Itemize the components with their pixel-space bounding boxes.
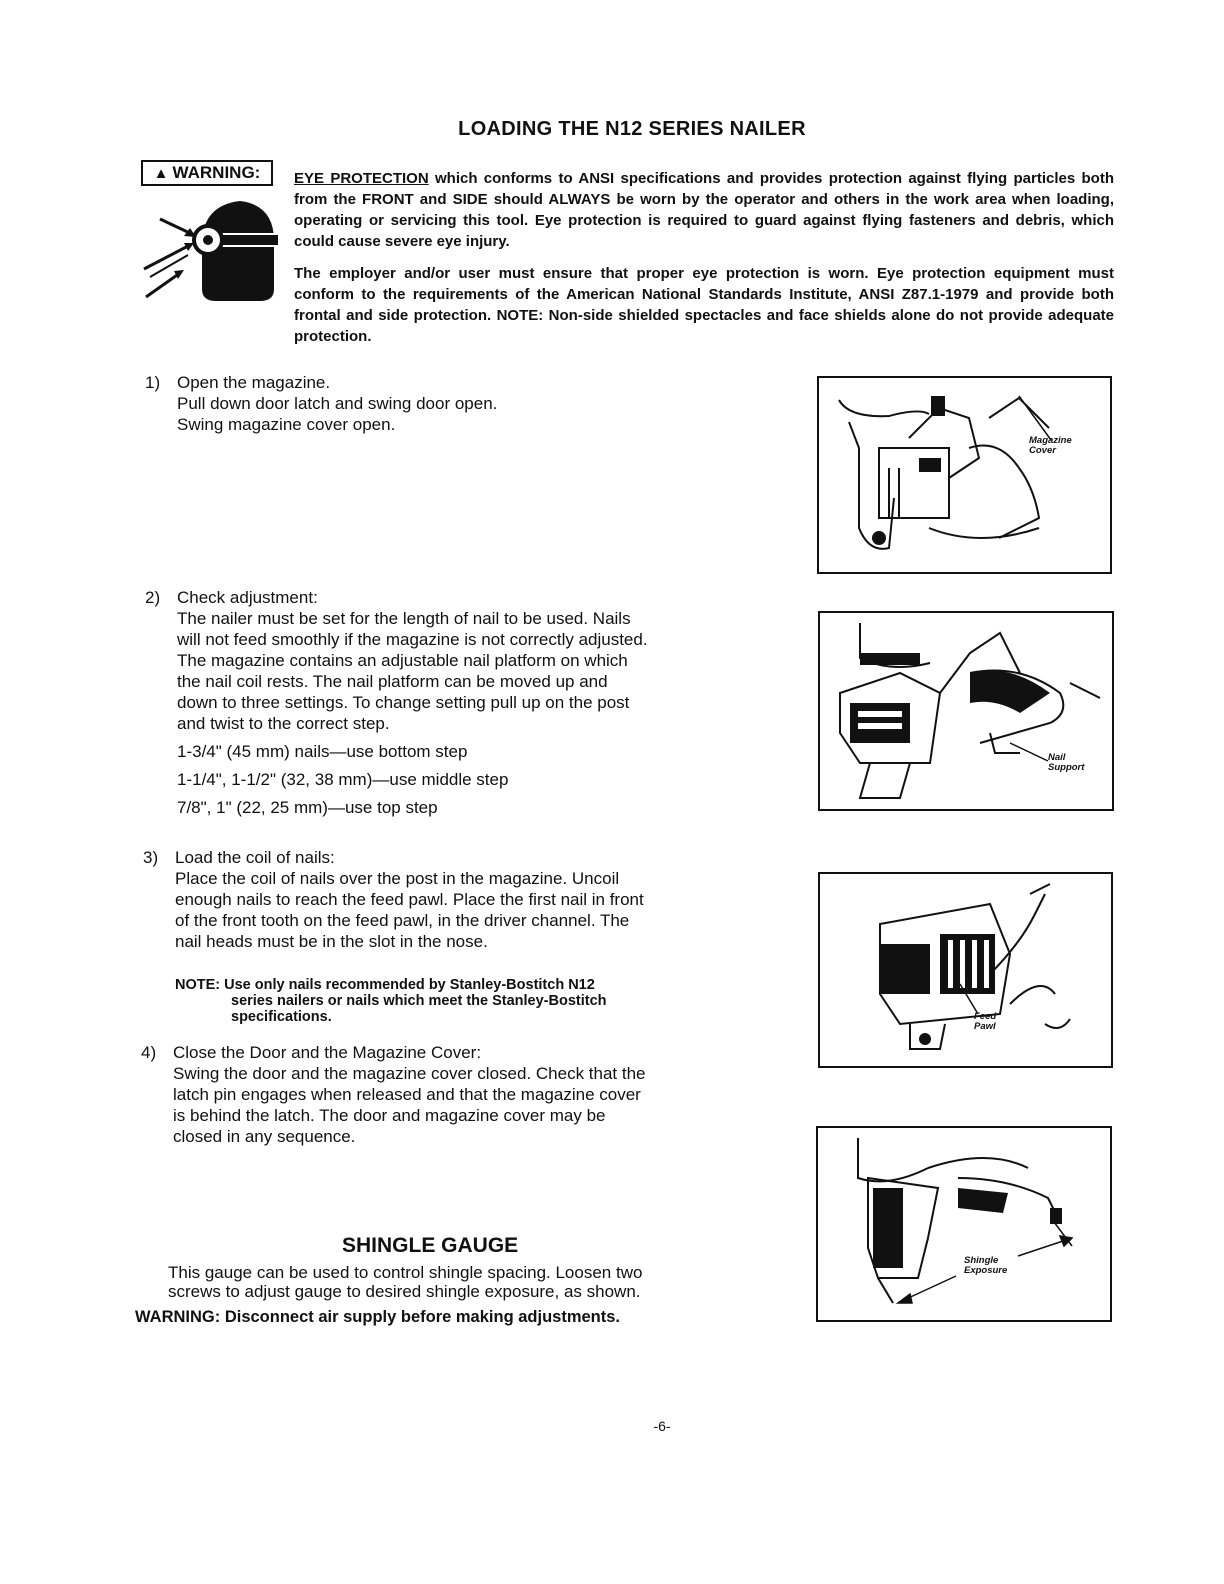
warning-paragraph-2: The employer and/or user must ensure that proper eye protection is worn. Eye protection equipment must conform to the requirements of the American National Standards Institute, ANSI Z87.1-1979 and provide both frontal and side protection. NOTE: Non-side shielded spectacles and face shields alone do not provide adequate protection.	[294, 265, 1114, 345]
page-title: LOADING THE N12 SERIES NAILER	[458, 118, 806, 140]
warning-badge-label: WARNING:	[172, 163, 261, 182]
step-3	[143, 847, 783, 957]
step-line: is behind the latch. The door and magazine cover may be	[173, 1106, 606, 1125]
nail-note	[175, 977, 715, 1025]
callout-label: Nail	[1048, 752, 1066, 763]
step-line: Swing the door and the magazine cover closed. Check that the	[173, 1064, 646, 1083]
shingle-gauge-title: SHINGLE GAUGE	[342, 1234, 519, 1257]
nailer-illustration	[818, 1128, 1110, 1320]
step-line: will not feed smoothly if the magazine is not correctly adjusted.	[177, 630, 648, 649]
step-line: nail heads must be in the slot in the nose.	[175, 932, 488, 951]
step-line: the nail coil rests. The nail platform can be moved up and	[177, 672, 608, 691]
step-line: Swing magazine cover open.	[177, 415, 396, 434]
warning-triangle-icon: ▲	[153, 164, 169, 182]
step-line: latch pin engages when released and that the magazine cover	[173, 1085, 641, 1104]
callout-label: Exposure	[964, 1265, 1008, 1276]
step-line: Load the coil of nails:	[175, 848, 335, 867]
step-line: Check adjustment:	[177, 588, 318, 607]
eye-protection-lead: EYE PROTECTION	[294, 170, 429, 187]
warning-paragraph-1-body: which conforms to ANSI specifications and provides protection against flying particles both from the FRONT and SIDE should ALWAYS be worn by the operator and others in the work area when loading, operating or servicing this tool. Eye protection is required to guard against flying fasteners and debris, which could cause severe eye injury.	[294, 170, 1114, 250]
shingle-gauge-line: screws to adjust gauge to desired shingle exposure, as shown.	[168, 1282, 641, 1301]
figure-nail-support	[818, 611, 1114, 811]
step-line: Close the Door and the Magazine Cover:	[173, 1043, 482, 1062]
callout-label: Feed	[974, 1011, 997, 1022]
step-number: 4)	[141, 1043, 157, 1062]
callout-label: Magazine	[1029, 435, 1072, 446]
shingle-gauge-line: This gauge can be used to control shingle spacing. Loosen two	[168, 1263, 643, 1282]
note-line: specifications.	[231, 1009, 332, 1025]
nail-size-item: 1-3/4" (45 mm) nails—use bottom step	[177, 742, 468, 761]
step-line: of the front tooth on the feed pawl, in the driver channel. The	[175, 911, 630, 930]
callout-label: Shingle	[964, 1255, 999, 1266]
callout-label: Cover	[1029, 445, 1056, 456]
shingle-gauge-text	[168, 1263, 728, 1301]
nailer-illustration	[820, 874, 1111, 1066]
step-line: enough nails to reach the feed pawl. Place the first nail in front	[175, 890, 644, 909]
figure-feed-pawl	[818, 872, 1113, 1068]
step-line: The magazine contains an adjustable nail platform on which	[177, 651, 628, 670]
step-line: Place the coil of nails over the post in the magazine. Uncoil	[175, 869, 620, 888]
step-line: closed in any sequence.	[173, 1127, 356, 1146]
callout-label: Pawl	[974, 1021, 996, 1032]
callout-label: Support	[1048, 762, 1085, 773]
shingle-gauge-warning: WARNING: Disconnect air supply before making adjustments.	[135, 1308, 621, 1326]
figure-shingle-exposure	[816, 1126, 1112, 1322]
step-1	[145, 372, 785, 442]
step-line: down to three settings. To change setting pull up on the post	[177, 693, 630, 712]
step-number: 1)	[145, 373, 161, 392]
step-4	[141, 1042, 781, 1152]
nailer-illustration	[820, 613, 1112, 809]
nail-size-item: 7/8", 1" (22, 25 mm)—use top step	[177, 798, 438, 817]
figure-magazine-cover	[817, 376, 1112, 574]
step-number: 2)	[145, 588, 161, 607]
warning-text	[294, 168, 1114, 358]
warning-paragraph-1	[294, 168, 1114, 252]
step-line: Pull down door latch and swing door open.	[177, 394, 498, 413]
note-line: NOTE: Use only nails recommended by Stanley-Bostitch N12	[175, 977, 595, 993]
page-number: -6-	[653, 1418, 671, 1434]
step-2	[145, 587, 785, 827]
note-line: series nailers or nails which meet the Stanley-Bostitch	[231, 993, 607, 1009]
warning-badge	[141, 160, 273, 186]
nailer-illustration	[819, 378, 1110, 572]
nail-size-list	[177, 741, 648, 818]
step-line: Open the magazine.	[177, 373, 331, 392]
eye-protection-icon	[140, 197, 280, 305]
step-line: The nailer must be set for the length of nail to be used. Nails	[177, 609, 631, 628]
step-line: and twist to the correct step.	[177, 714, 390, 733]
nail-size-item: 1-1/4", 1-1/2" (32, 38 mm)—use middle step	[177, 770, 509, 789]
step-number: 3)	[143, 848, 159, 867]
